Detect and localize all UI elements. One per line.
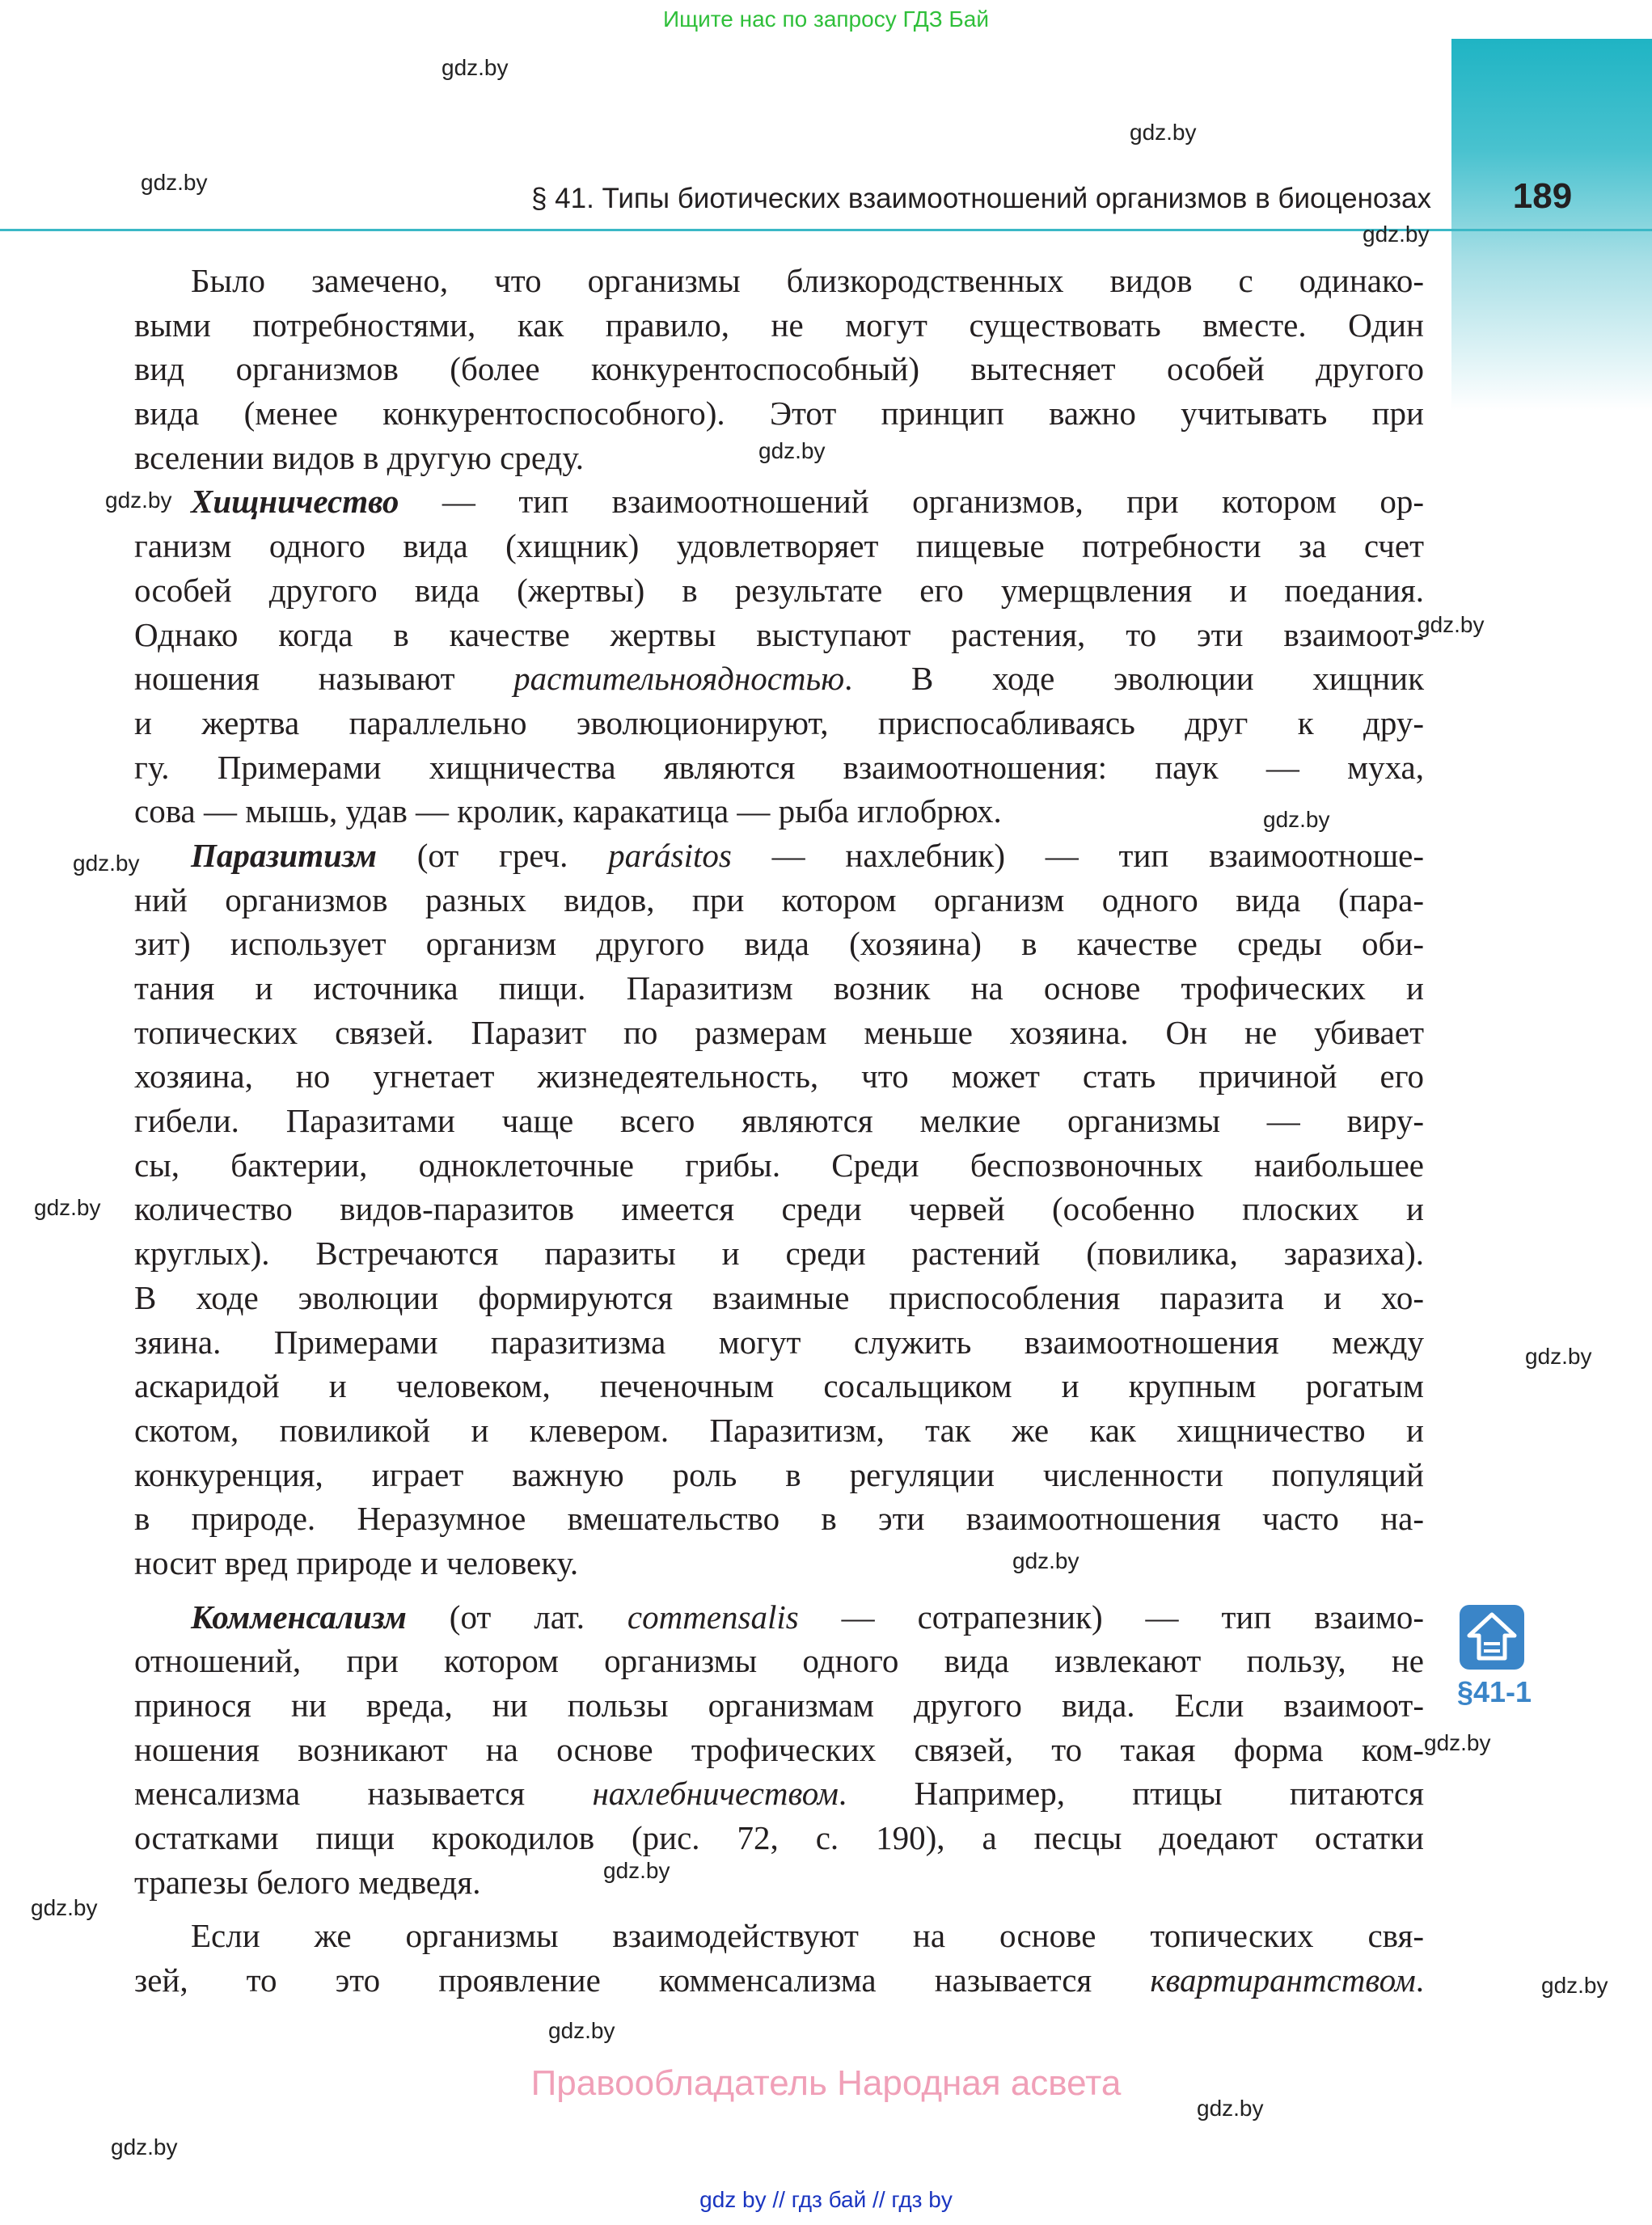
watermark: gdz.by <box>1197 2096 1264 2121</box>
text-line: ний организмов разных видов, при котором организм одного вида (пара- <box>134 880 1424 918</box>
text-line: сы, бактерии, одноклеточные грибы. Среди беспозвоночных наибольшее <box>134 1146 1424 1184</box>
house-arrow-icon[interactable] <box>1460 1605 1524 1670</box>
term-greek: parásitos <box>608 836 732 874</box>
text-line: зит) использует организм другого вида (хозяина) в качестве среды оби- <box>134 925 1424 963</box>
text-line: принося ни вреда, ни пользы организмам другого вида. Если взаимоот- <box>134 1687 1424 1724</box>
text-line: топических связей. Паразит по размерам меньше хозяина. Он не убивает <box>134 1013 1424 1051</box>
text-fragment: . В ходе эволюции хищник <box>844 660 1425 698</box>
watermark: gdz.by <box>1541 1973 1608 1998</box>
text-line: тания и источника пищи. Паразитизм возник на основе трофических и <box>134 969 1424 1007</box>
text-line: ганизм одного вида (хищник) удовлетворяет пищевые потребности за счет <box>134 527 1424 565</box>
text-fragment: менсализма называется <box>134 1775 593 1813</box>
text-line: отношений, при котором организмы одного вида извлекают пользу, не <box>134 1642 1424 1680</box>
section-link[interactable]: §41-1 <box>1456 1675 1532 1708</box>
text-line <box>134 1771 1424 1816</box>
watermark: gdz.by <box>1418 612 1485 637</box>
text-line: вида (менее конкурентоспособного). Этот принцип важно учитывать при <box>134 395 1424 433</box>
term-commensalism: Комменсализм <box>191 1598 407 1636</box>
text-line: вид организмов (более конкурентоспособный) вытесняет особей другого <box>134 350 1424 388</box>
term-parasitism: Паразитизм <box>191 836 377 874</box>
text-line: аскаридой и человеком, печеночным сосальщиком и крупным рогатым <box>134 1367 1424 1405</box>
text-line: гибели. Паразитами чаще всего являются мелкие организмы — виру- <box>134 1102 1424 1140</box>
term-latin: commensalis <box>627 1598 799 1636</box>
watermark: gdz.by <box>141 170 208 195</box>
text-fragment: — тип взаимоотношений организмов, при котором ор- <box>399 483 1424 521</box>
text-fragment: (от лат. <box>406 1598 627 1636</box>
text-line: скотом, повиликой и клевером. Паразитизм, так же как хищничество и <box>134 1411 1424 1449</box>
page-number: 189 <box>1512 176 1573 216</box>
text-line: выми потребностями, как правило, не могут существовать вместе. Один <box>134 306 1424 344</box>
watermark: gdz.by <box>111 2134 178 2160</box>
text-line: в природе. Неразумное вмешательство в эти взаимоотношения часто на- <box>134 1500 1424 1538</box>
text-fragment: (от греч. <box>376 836 609 874</box>
text-line: сова — мышь, удав — кролик, каракатица — рыба иглобрюх. <box>134 792 1002 830</box>
watermark: gdz.by <box>758 438 826 463</box>
text-fragment: . Например, птицы питаются <box>838 1775 1424 1813</box>
term-predation: Хищничество <box>191 483 399 521</box>
watermark: gdz.by <box>1363 222 1430 247</box>
watermark: gdz.by <box>1263 807 1330 832</box>
text-line: хозяина, но угнетает жизнедеятельность, что может стать причиной его <box>134 1058 1424 1096</box>
text-line <box>134 834 1424 878</box>
text-line: конкуренция, играет важную роль в регуляции численности популяций <box>134 1455 1424 1493</box>
text-line: Было замечено, что организмы близкородственных видов с одинако- <box>191 262 1424 299</box>
text-fragment: ношения называют <box>134 660 514 698</box>
text-line: количество видов-паразитов имеется среди червей (особенно плоских и <box>134 1190 1424 1228</box>
watermark: gdz.by <box>31 1895 98 1920</box>
text-line <box>134 657 1424 701</box>
term-inquilinism: квартирантством <box>1150 1961 1416 1999</box>
watermark: gdz.by <box>442 55 509 80</box>
text-line: носит вред природе и человеку. <box>134 1543 579 1581</box>
text-line <box>134 1595 1424 1640</box>
text-line: трапезы белого медведя. <box>134 1863 481 1901</box>
watermark: gdz.by <box>603 1858 670 1883</box>
chapter-tab <box>1451 39 1652 411</box>
text-line: остатками пищи крокодилов (рис. 72, с. 190), а песцы доедают остатки <box>134 1819 1424 1857</box>
copyright-notice: Правообладатель Народная асвета <box>530 2063 1122 2103</box>
watermark: gdz.by <box>34 1195 101 1220</box>
text-line: круглых). Встречаются паразиты и среди растений (повилика, заразиха). <box>134 1235 1424 1273</box>
text-line: особей другого вида (жертвы) в результате его умерщвления и поедания. <box>134 571 1424 609</box>
text-line: ношения возникают на основе трофических связей, то такая форма ком- <box>134 1730 1424 1768</box>
text-line: Однако когда в качестве жертвы выступают растения, то эти взаимоот- <box>134 615 1424 653</box>
text-line: Если же организмы взаимодействуют на основе топических свя- <box>191 1917 1424 1955</box>
watermark: gdz.by <box>73 851 140 876</box>
watermark: gdz.by <box>1525 1344 1592 1369</box>
term-herbivory: растительноядностью <box>513 660 845 698</box>
body-text <box>134 259 1424 2003</box>
text-fragment: — нахлебник) — тип взаимоотноше- <box>731 836 1424 874</box>
text-line: В ходе эволюции формируются взаимные приспособления паразита и хо- <box>134 1278 1424 1316</box>
watermark: gdz.by <box>105 488 172 513</box>
text-line: зяина. Примерами паразитизма могут служить взаимоотношения между <box>134 1323 1424 1361</box>
running-head: § 41. Типы биотических взаимоотношений организмов в биоценозах <box>530 183 1431 214</box>
term-freeloading: нахлебничеством <box>592 1775 839 1813</box>
watermark: gdz.by <box>1424 1730 1491 1755</box>
text-line: и жертва параллельно эволюционируют, приспосабливаясь друг к дру- <box>134 703 1424 741</box>
text-line <box>134 1958 1424 2003</box>
text-line: гу. Примерами хищничества являются взаимоотношения: паук — муха, <box>134 748 1424 786</box>
footer-links[interactable]: gdz by // гдз бай // гдз by <box>699 2187 953 2212</box>
text-line: вселении видов в другую среду. <box>134 438 585 476</box>
watermark: gdz.by <box>548 2018 615 2043</box>
text-line <box>134 479 1424 524</box>
watermark: gdz.by <box>1012 1548 1080 1573</box>
text-fragment: зей, то это проявление комменсализма называется <box>134 1961 1151 1999</box>
text-fragment: — сотрапезник) — тип взаимо- <box>798 1598 1424 1636</box>
watermark: gdz.by <box>1130 120 1197 145</box>
text-fragment: . <box>1415 1961 1424 1999</box>
search-banner[interactable]: Ищите нас по запросу ГДЗ Бай <box>662 6 990 32</box>
